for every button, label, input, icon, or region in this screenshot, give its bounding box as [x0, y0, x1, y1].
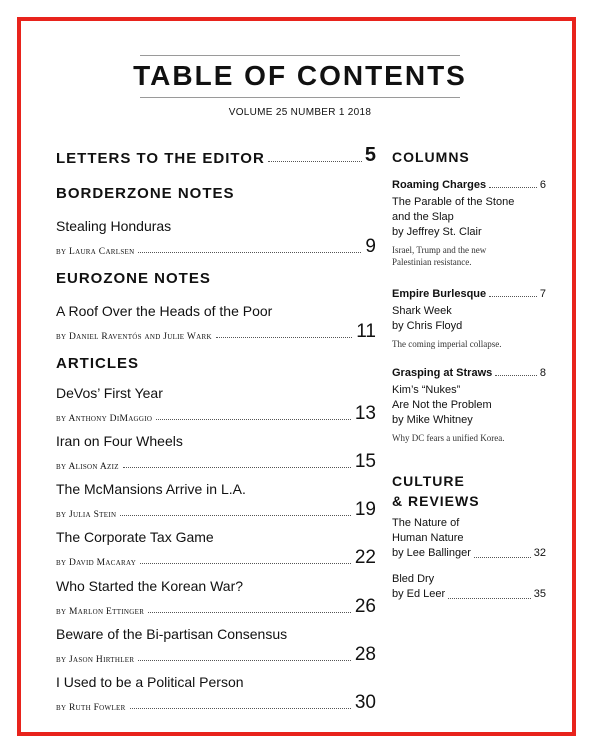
entry-title: Iran on Four Wheels: [56, 433, 183, 449]
section-heading-culture: [392, 471, 480, 511]
section-heading-eurozone: EUROZONE NOTES: [56, 270, 211, 287]
leader-dots: [123, 467, 351, 468]
entry-author: by Jason Hirthler: [56, 655, 135, 665]
column-description: Israel, Trump and the new: [392, 245, 487, 255]
review-page: 35: [533, 588, 546, 600]
section-heading-columns: COLUMNS: [392, 149, 470, 165]
column-description: The coming imperial collapse.: [392, 339, 502, 349]
entry-author: by Anthony DiMaggio: [56, 414, 153, 424]
entry-page: 11: [356, 321, 376, 342]
entry-page: 28: [354, 644, 376, 665]
leader-dots: [130, 708, 351, 709]
review-title: The Nature of: [392, 517, 460, 529]
section-heading-borderzone: BORDERZONE NOTES: [56, 185, 235, 202]
entry-author: by Ruth Fowler: [56, 703, 126, 713]
toc-entry[interactable]: [56, 217, 376, 257]
title-rule-top: [140, 55, 460, 56]
toc-entry[interactable]: [56, 384, 376, 424]
column-author: by Jeffrey St. Clair: [392, 226, 482, 238]
column-name: Grasping at Straws: [392, 367, 493, 379]
entry-page: 15: [354, 451, 376, 472]
toc-entry[interactable]: [56, 673, 376, 713]
column-subtitle: and the Slap: [392, 211, 454, 223]
leader-dots: [448, 598, 531, 599]
column-subtitle: Are Not the Problem: [392, 399, 492, 411]
leader-dots: [216, 337, 352, 338]
column-subtitle: Shark Week: [392, 305, 452, 317]
column-name: Roaming Charges: [392, 179, 487, 191]
entry-title: The McMansions Arrive in L.A.: [56, 481, 246, 497]
review-author: by Ed Leer: [392, 588, 446, 600]
toc-entry[interactable]: [56, 432, 376, 472]
leader-dots: [140, 563, 351, 564]
entry-author: by David Macaray: [56, 558, 137, 568]
column-subtitle: Kim’s “Nukes”: [392, 384, 461, 396]
leader-dots: [489, 296, 537, 297]
column-subtitle: The Parable of the Stone: [392, 196, 515, 208]
letters-page: 5: [364, 144, 376, 166]
leader-dots: [120, 515, 351, 516]
toc-entry[interactable]: [56, 480, 376, 520]
culture-heading-line1: CULTURE: [392, 473, 465, 489]
entry-page: 30: [354, 692, 376, 713]
toc-entry[interactable]: [56, 302, 376, 342]
leader-dots: [489, 187, 537, 188]
column-page: 8: [539, 367, 546, 379]
leader-dots: [495, 375, 537, 376]
leader-dots: [148, 612, 351, 613]
toc-entry[interactable]: [56, 577, 376, 617]
column-author: by Mike Whitney: [392, 414, 473, 426]
leader-dots: [268, 161, 362, 162]
leader-dots: [138, 252, 361, 253]
entry-title: I Used to be a Political Person: [56, 674, 244, 690]
review-title: Bled Dry: [392, 573, 435, 585]
entry-title: Who Started the Korean War?: [56, 578, 244, 594]
toc-entry[interactable]: [56, 528, 376, 568]
entry-title: Beware of the Bi-partisan Consensus: [56, 626, 288, 642]
entry-author: by Marlon Ettinger: [56, 607, 145, 617]
letters-label: LETTERS TO THE EDITOR: [56, 150, 265, 167]
page-title: TABLE OF CONTENTS: [133, 60, 467, 91]
entry-title: A Roof Over the Heads of the Poor: [56, 303, 273, 319]
entry-author: by Daniel Raventós and Julie Wark: [56, 332, 212, 342]
entry-page: 13: [354, 403, 376, 424]
entry-author: by Laura Carlsen: [56, 247, 135, 257]
entry-author: by Julia Stein: [56, 510, 117, 520]
entry-title: DeVos’ First Year: [56, 385, 163, 401]
entry-page: 9: [365, 236, 376, 257]
review-entry[interactable]: [392, 516, 546, 561]
leader-dots: [156, 419, 351, 420]
column-author: by Chris Floyd: [392, 320, 463, 332]
review-author: by Lee Ballinger: [392, 547, 471, 559]
column-entry[interactable]: [392, 288, 546, 350]
entry-author: by Alison Aziz: [56, 462, 119, 472]
column-name: Empire Burlesque: [392, 288, 487, 300]
entry-title: The Corporate Tax Game: [56, 529, 214, 545]
leader-dots: [138, 660, 351, 661]
column-entry[interactable]: [392, 179, 546, 268]
review-page: 32: [533, 547, 546, 559]
toc-entry-letters[interactable]: [56, 144, 376, 167]
review-entry[interactable]: [392, 572, 546, 602]
title-rule-bottom: [140, 97, 460, 98]
column-page: 7: [539, 288, 546, 300]
section-heading-articles: ARTICLES: [56, 355, 139, 372]
entry-page: 19: [354, 499, 376, 520]
column-description: Why DC fears a unified Korea.: [392, 433, 505, 443]
culture-heading-line2: & REVIEWS: [392, 493, 480, 509]
leader-dots: [474, 557, 531, 558]
toc-entry[interactable]: [56, 625, 376, 665]
entry-page: 22: [354, 547, 376, 568]
volume-info: VOLUME 25 NUMBER 1 2018: [228, 107, 372, 118]
column-description: Palestinian resistance.: [392, 257, 472, 267]
entry-page: 26: [354, 596, 376, 617]
column-entry[interactable]: [392, 367, 546, 444]
entry-title: Stealing Honduras: [56, 218, 172, 234]
column-page: 6: [539, 179, 546, 191]
review-title: Human Nature: [392, 532, 464, 544]
